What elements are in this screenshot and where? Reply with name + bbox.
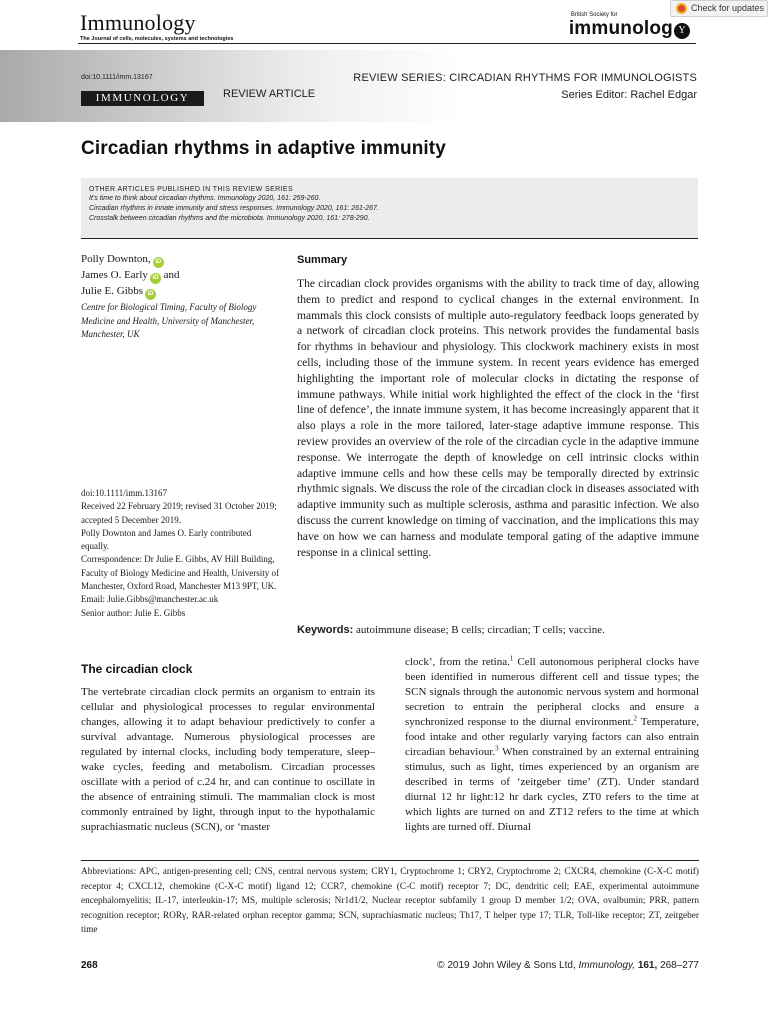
other-article-link[interactable]: It’s time to think about circadian rhythms. Immunology 2020, 161: 259-260.: [89, 195, 321, 202]
author-name[interactable]: Julie E. Gibbs: [81, 285, 144, 297]
meta-equal-contribution: Polly Downton and James O. Early contributed equally.: [81, 527, 252, 552]
journal-name: Immunology: [80, 10, 196, 35]
body-text-segment: clock’, from the retina.: [405, 656, 510, 668]
crossmark-icon: [676, 3, 687, 14]
bsi-logo-icon: Y: [674, 23, 690, 39]
reference-citation[interactable]: 1: [509, 654, 514, 663]
copyright-journal: Immunology,: [578, 960, 636, 971]
copyright-line: [437, 960, 699, 971]
keywords-list: autoimmune disease; B cells; circadian; T cells; vaccine.: [356, 624, 605, 636]
body-text-left-column: The vertebrate circadian clock permits an organism to entrain its cellular and physiological processes to regular environmental changes, allowing it to adapt behaviour predictively to confer a survival advantage. Numerous physiological processes are regulated by internal clocks, including body temperature, sleep–wake cycles, feeding and metabolism. Circadian processes oscillate with a period of c.24 hr, and can continue to oscillate in the absence of entraining stimuli. The mammalian clock is most commonly entrained by light, through input to the hypothalamic suprachiasmatic nucleus (SCN), or ‘master: [81, 686, 375, 833]
author-line: [81, 268, 281, 284]
article-metadata: [81, 487, 281, 620]
other-articles-box: [81, 178, 698, 239]
author-line: [81, 252, 281, 268]
copyright-pages: 268–277: [660, 960, 699, 971]
journal-tagline: The Journal of cells, molecules, systems and technologies: [80, 36, 234, 42]
bsi-logo-small-text: British Society for: [570, 12, 618, 18]
check-for-updates-label: Check for updates: [691, 3, 765, 13]
author-affiliation: Centre for Biological Timing, Faculty of Biology Medicine and Health, University of Manchester, Manchester, UK: [81, 302, 257, 339]
body-text-segment: When constrained by an external entraining stimulus, such as light, times experienced by an organism are described in terms of ‘zeitgeber time’ (ZT). Under standard diurnal 12 hr light:12 hr dark cycles, ZT0 refers to the time at which lights are turned on and ZT12 refers to the time at which lights are turned off. Diurnal: [405, 746, 700, 833]
meta-senior-author: Senior author: Julie E. Gibbs: [81, 607, 186, 618]
keywords-label: Keywords:: [297, 624, 354, 636]
orcid-icon[interactable]: iD: [145, 289, 156, 300]
series-band: [0, 50, 768, 122]
body-text-right-column: [405, 655, 699, 835]
keywords: [297, 624, 699, 636]
check-for-updates-button[interactable]: [670, 0, 768, 17]
orcid-icon[interactable]: iD: [150, 273, 161, 284]
series-editor: Series Editor: Rachel Edgar: [561, 89, 697, 101]
copyright-prefix: © 2019 John Wiley & Sons Ltd,: [437, 960, 576, 971]
summary-text: The circadian clock provides organisms with the ability to track time of day, allowing them to predict and respond to cyclical changes in the external environment. In mammals this clock consists of multiple auto-regulatory feedback loops generated by a network of circadian clock proteins. This network provides the fundamental basis for rhythms in behaviour and physiology. This clockwork machinery exists in most cells, including those of the immune system. In recent years evidence has emerged highlighting the important role of molecular clocks in dictating the response of immune pathways. While initial work highlighted the effect of the clock in the ‘first line of defence’, the innate immune system, it has become increasingly apparent that it also plays a role in the more tailored, later-stage adaptive immune response. This review provides an overview of the role of the circadian cycle in the adaptive immune response. We interrogate the depth of knowledge on cell intrinsic clocks within adaptive immune cells and how these cells may be temporally directed by extrinsic rhythmic signals. We discuss the role of the circadian clock in diseases associated with adaptive immunity such as multiple sclerosis, asthma and parasitic infection. We also discuss the current knowledge on timing of vaccination, and the implications this may have on how we can harness and modulate temporal gating of the adaptive immune response in a clinical setting.: [297, 277, 699, 559]
bsi-logo-text: immunolog: [568, 18, 673, 39]
doi-header[interactable]: doi:10.1111/imm.13167: [81, 74, 153, 81]
other-article-link[interactable]: Circadian rhythms in innate immunity and stress responses. Immunology 2020, 161: 261-267.: [89, 205, 379, 212]
section-heading: The circadian clock: [81, 662, 193, 676]
other-article-link[interactable]: Crosstalk between circadian rhythms and the microbiota. Immunology 2020, 161: 278-290.: [89, 215, 370, 222]
author-line: [81, 284, 281, 300]
series-title: REVIEW SERIES: CIRCADIAN RHYTHMS FOR IMMUNOLOGISTS: [353, 72, 697, 84]
other-articles-heading: OTHER ARTICLES PUBLISHED IN THIS REVIEW SERIES: [89, 186, 294, 193]
author-name[interactable]: James O. Early: [81, 269, 148, 281]
author-conjunction: and: [163, 269, 180, 281]
meta-correspondence: Correspondence: Dr Julie E. Gibbs, AV Hill Building, Faculty of Biology Medicine and Health, University of Manchester, Oxford Road, Manchester M13 9PT, UK.: [81, 554, 279, 592]
body-text-segment: Temperature, food intake and other regularly varying factors can also entrain circadian behaviour.: [405, 716, 699, 758]
author-list: [81, 252, 281, 300]
meta-email[interactable]: Email: Julie.Gibbs@manchester.ac.uk: [81, 594, 219, 605]
reference-citation[interactable]: 3: [495, 744, 499, 753]
body-text-segment: Cell autonomous peripheral clocks have been identified in numerous different cell and tissue types; the SCN signals through the autonomic nervous system and hormonal secretion to entrain the peripheral clocks and ensure a synchronized response to the diurnal environment.: [405, 656, 699, 728]
meta-doi[interactable]: doi:10.1111/imm.13167: [81, 488, 168, 498]
abbreviations: Abbreviations: APC, antigen-presenting cell; CNS, central nervous system; CRY1, Cryptochrome 1; CRY2, Cryptochrome 2; CXCR4, chemokine (C-X-C motif) receptor 4; CXCL12, chemokine (C-X-C motif) ligand 12; CCR7, chemokine (C-C motif) receptor 7; DC, dendritic cell; EAE, experimental autoimmune encephalomyelitis; IL-17, interleukin-17; MS, multiple sclerosis; Nr1d1/2, Nuclear receptor subfamily 1 group D member 1/2; OVA, ovalbumin; PRR, pattern recognition receptor; RORγ, RAR-related orphan receptor gamma; SCN, suprachiasmatic nucleus; Th17, T helper type 17; TLR, Toll-like receptor; ZT, zeitgeber time: [81, 867, 699, 935]
abbreviations-divider: [81, 860, 699, 861]
article-type: REVIEW ARTICLE: [223, 88, 316, 100]
article-title: Circadian rhythms in adaptive immunity: [81, 138, 446, 159]
author-name[interactable]: Polly Downton,: [81, 253, 151, 265]
summary-heading: Summary: [297, 254, 348, 266]
reference-citation[interactable]: 2: [633, 714, 638, 723]
journal-badge: IMMUNOLOGY: [81, 91, 204, 106]
orcid-icon[interactable]: iD: [153, 257, 164, 268]
page-number: 268: [81, 960, 98, 971]
copyright-volume: 161,: [637, 960, 658, 971]
journal-masthead: [78, 8, 696, 44]
meta-dates: Received 22 February 2019; revised 31 October 2019; accepted 5 December 2019.: [81, 501, 277, 525]
